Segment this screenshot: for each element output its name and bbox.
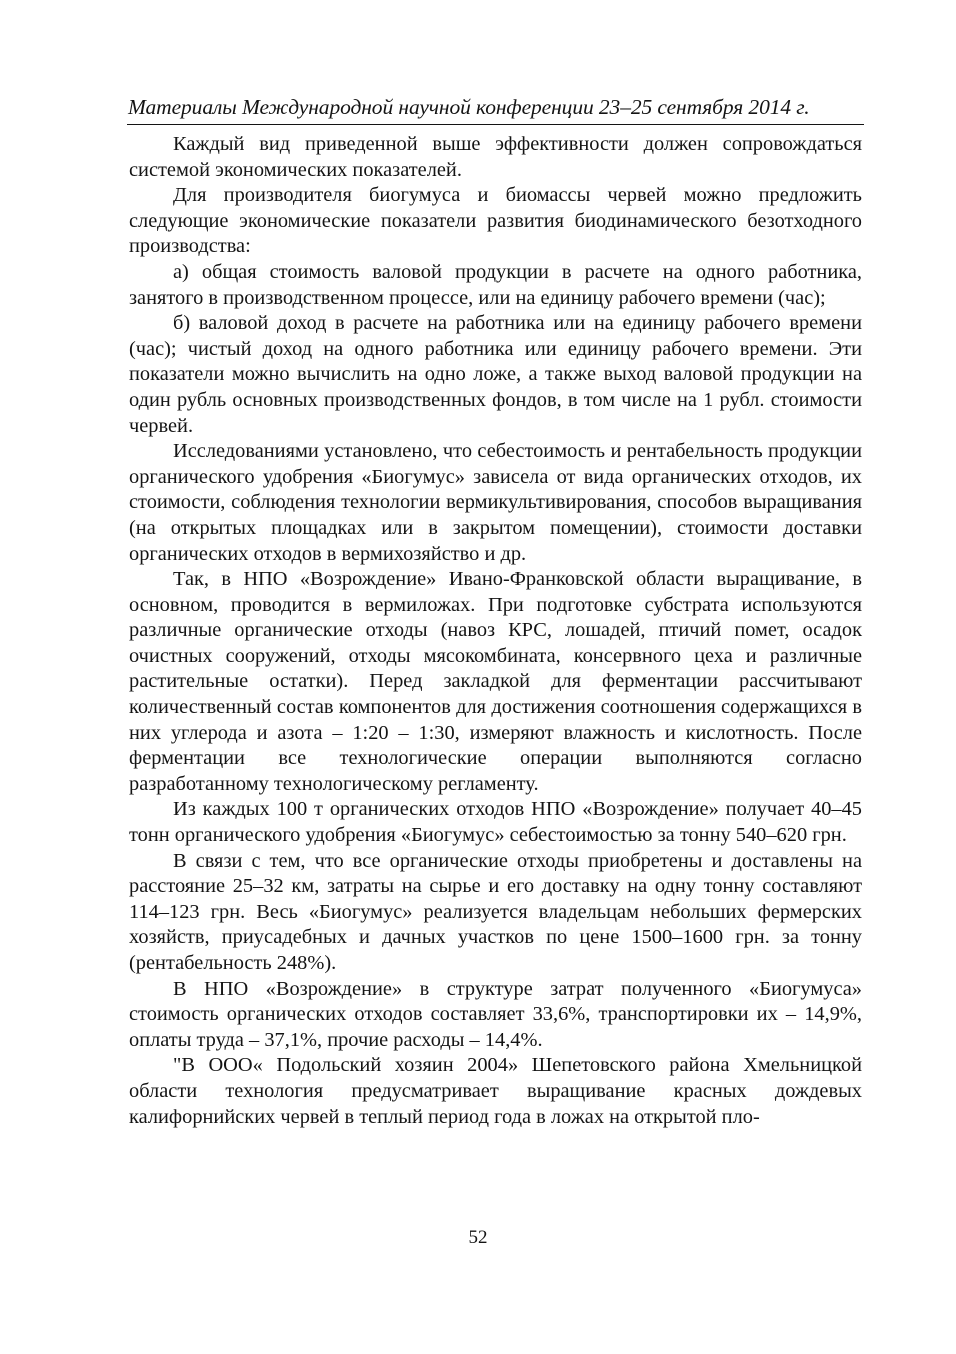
running-header: Материалы Международной научной конференции 23–25 сентября 2014 г. <box>128 95 810 119</box>
page-number: 52 <box>468 1227 488 1248</box>
paragraph-3: а) общая стоимость валовой продукции в расчете на одного работника, занятого в производственном процессе, или на единицу рабочего времени (час); <box>129 260 862 309</box>
paragraph-4: б) валовой доход в расчете на работника или на единицу рабочего времени (час); чистый доход на одного работника или единицу рабочего времени. Эти показатели можно вычислить на одно ложе, а также выход валовой продукции на один рубль основных производственных фондов, в том числе на 1 рубл. стоимости червей. <box>129 312 862 437</box>
paragraph-9: В НПО «Возрождение» в структуре затрат полученного «Биогумуса» стоимость органических отходов составляет 33,6%, транспортировки их – 14,9%, оплаты труда – 37,1%, прочие расходы – 14,4%. <box>129 977 862 1051</box>
paragraph-8: В связи с тем, что все органические отходы приобретены и доставлены на расстояние 25–32 км, затраты на сырье и его доставку на одну тонну составляют 114–123 грн. Весь «Биогумус» реализуется владельцам небольших фермерских хозяйств, приусадебных и дачных участков по цене 1500–1600 грн. за тонну (рентабельность 248%). <box>129 849 862 974</box>
body-text <box>129 132 862 1130</box>
paragraph-6: Так, в НПО «Возрождение» Ивано-Франковской области выращивание, в основном, проводится в вермиложах. При подготовке субстрата используются различные органические отходы (навоз КРС, лошадей, птичий помет, осадок очистных сооружений, отходы мясокомбината, консервного цеха и различные растительные остатки). Перед закладкой для ферментации рассчитывают количественный состав компонентов для достижения соотношения содержащихся в них углерода и азота – 1:20 – 1:30, измеряют влажность и кислотность. После ферментации все технологические операции выполняются согласно разработанному технологическому регламенту. <box>129 568 862 795</box>
paragraph-5: Исследованиями установлено, что себестоимость и рентабельность продукции органического удобрения «Биогумус» зависела от вида органических отходов, их стоимости, соблюдения технологии вермикультивирования, способов выращивания (на открытых площадках или в закрытом помещении), стоимости доставки органических отходов в вермихозяйство и др. <box>129 440 862 565</box>
header-rule <box>127 124 864 125</box>
paragraph-7: Из каждых 100 т органических отходов НПО «Возрождение» получает 40–45 тонн органического удобрения «Биогумус» себестоимостью за тонну 540–620 грн. <box>129 798 862 847</box>
paragraph-1: Каждый вид приведенной выше эффективности должен сопровождаться системой экономических показателей. <box>129 133 862 181</box>
paragraph-2: Для производителя биогумуса и биомассы червей можно предложить следующие экономические показатели развития биодинамического безотходного производства: <box>129 184 862 258</box>
paragraph-10: "В ООО« Подольский хозяин 2004» Шепетовского района Хмельницкой области технология предусматривает выращивание красных дождевых калифорнийских червей в теплый период года в ложах на открытой пло- <box>129 1054 862 1128</box>
